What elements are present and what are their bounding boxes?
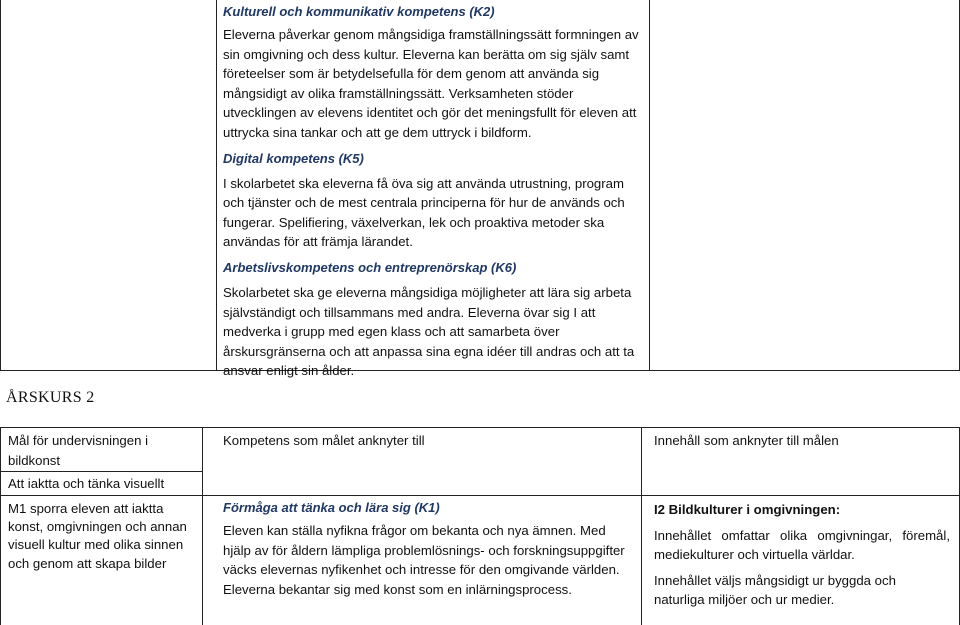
- k2-heading: Kulturell och kommunikativ kompetens (K2): [223, 4, 495, 19]
- col1-header-cell: [0, 427, 203, 472]
- k5-text: I skolarbetet ska eleverna få öva sig att använda utrustning, program och tjänster och de mest centrala principerna för hur de används och fungerar. Spelifiering, växelverkan, lek och proaktiva metoder ska användas för att främja lärandet.: [223, 175, 625, 250]
- top-left-cell: [0, 0, 217, 371]
- competence-cell: [202, 495, 642, 625]
- section-label-cell: [0, 471, 203, 496]
- i2-heading: I2 Bildkulturer i omgivningen:: [654, 502, 841, 517]
- i2-text-2: Innehållet väljs mångsidigt ur byggda och naturliga miljöer och ur medier.: [654, 572, 896, 608]
- top-right-cell: [649, 0, 960, 371]
- content-cell: [641, 495, 960, 625]
- col2-header-cell: [202, 427, 642, 496]
- col3-header: Innehåll som anknyter till målen: [654, 433, 839, 448]
- col2-header: Kompetens som målet anknyter till: [223, 433, 425, 448]
- col1-header: Mål för undervisningen i bildkonst: [8, 433, 149, 468]
- section-label: Att iaktta och tänka visuellt: [8, 476, 165, 491]
- k6-text: Skolarbetet ska ge eleverna mångsidiga möjligheter att lära sig arbeta självständigt och tillsammans med andra. Eleverna övar sig I att medverka i grupp med egen klass och att samarbeta över årskursgränserna och att anpassa sina egna idéer till andras och att ta ansvar enligt sin ålder.: [223, 284, 635, 379]
- k1-heading: Förmåga att tänka och lära sig (K1): [223, 500, 440, 515]
- top-middle-cell: [216, 0, 650, 379]
- k2-text: Eleverna påverkar genom mångsidiga framställningssätt formningen av sin omgivning och dess kultur. Eleverna kan berätta om sig själv samt företeelser som är betydelsefulla för dem genom att använda sig mångsidigt av olika framställningssätt. Verksamheten stöder utvecklingen av elevens identitet och gör det meningsfullt för eleven att uttrycka sina tankar och att ge dem uttryck i bildform.: [223, 27, 639, 140]
- k1-text: Eleven kan ställa nyfikna frågor om bekanta och nya ämnen. Med hjälp av för åldern lämpliga problemlösnings- och forskningsuppgifter väcks elevernas nyfikenhet och intresse för den omgivande världen. Eleverna bekantar sig med konst som en inlärningsprocess.: [223, 523, 625, 597]
- col3-header-cell: [641, 427, 960, 496]
- k5-heading: Digital kompetens (K5): [223, 150, 364, 166]
- i2-text-1: Innehållet omfattar olika omgivningar, föremål, mediekulturer och virtuella världar.: [654, 527, 950, 563]
- goal-text: M1 sporra eleven att iaktta konst, omgivningen och annan visuell kultur med olika sinnen och genom att skapa bilder: [8, 501, 187, 571]
- k6-heading: Arbetslivskompetens och entreprenörskap (K6): [223, 259, 517, 275]
- goal-cell: [0, 495, 203, 625]
- grade-heading: ÅRSKURS 2: [6, 389, 95, 406]
